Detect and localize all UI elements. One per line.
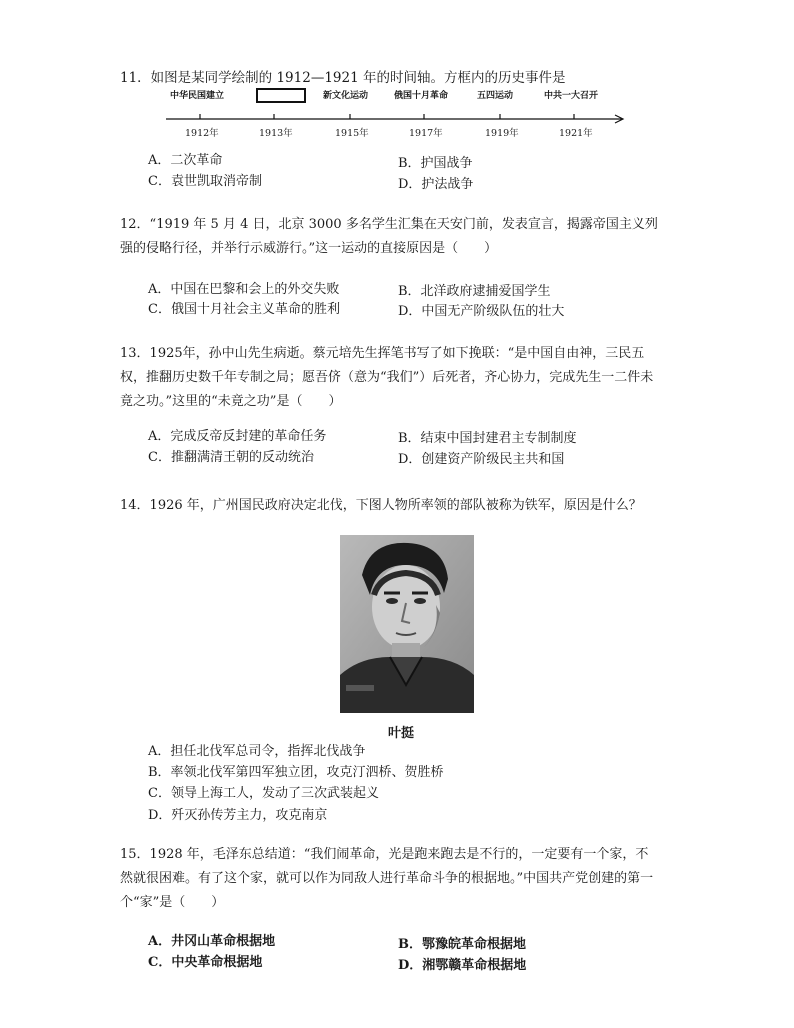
portrait-photo (340, 535, 474, 713)
timeline-event: 俄国十月革命 (394, 91, 449, 101)
q15-option-c: C．中央革命根据地 (148, 955, 263, 970)
timeline-event: 中华民国建立 (170, 91, 225, 101)
portrait-caption: 叶挺 (388, 726, 415, 741)
q11-option-a: A．二次革命 (148, 153, 223, 168)
timeline-event: 中共一大召开 (544, 91, 599, 101)
q13-option-a: A．完成反帝反封建的革命任务 (148, 429, 327, 444)
q14-option-d: D．歼灭孙传芳主力，攻克南京 (148, 808, 328, 823)
q15-stem: 15．1928 年，毛泽东总结道：“我们闹革命，光是跑来跑去是不行的，一定要有一个家，不然就很困难。有了这个家，就可以作为同敌人进行革命斗争的根据地。”中国共产党创建的第一个“家”是（ ） (120, 847, 654, 910)
q14-option-a: A．担任北伐军总司令，指挥北伐战争 (148, 744, 366, 759)
timeline-year: 1919年 (485, 128, 519, 139)
q12-stem: 12．“1919 年 5 月 4 日，北京 3000 多名学生汇集在天安门前，发表宣言，揭露帝国主义列强的侵略行径，并举行示威游行。”这一运动的直接原因是（ ） (120, 217, 658, 256)
timeline-year: 1913年 (259, 128, 293, 139)
q15-option-d: D．湘鄂赣革命根据地 (398, 958, 527, 973)
timeline-event: 新文化运动 (323, 91, 369, 101)
q11-option-b: B．护国战争 (398, 156, 473, 171)
q13-stem: 13．1925年，孙中山先生病逝。蔡元培先生挥笔书写了如下挽联：“是中国自由神，三民五权，推翻历史数千年专制之局；愿吾侪（意为“我们”）后死者，齐心协力，完成先生一二件未竟之功。”这里的“未竟之功”是（ ） (120, 346, 654, 409)
q12-option-a: A．中国在巴黎和会上的外交失败 (148, 282, 340, 297)
timeline-year: 1915年 (335, 128, 369, 139)
timeline-year: 1917年 (409, 128, 443, 139)
q13-option-b: B．结束中国封建君主专制制度 (398, 431, 577, 446)
timeline-axis (160, 112, 630, 126)
q13-option-c: C．推翻满清王朝的反动统治 (148, 450, 314, 465)
timeline-blank-box (256, 88, 306, 103)
q14-option-b: B．率领北伐军第四军独立团，攻克汀泗桥、贺胜桥 (148, 765, 444, 780)
q15-option-a: A．井冈山革命根据地 (148, 934, 276, 949)
q11-option-c: C．袁世凯取消帝制 (148, 174, 262, 189)
timeline-year: 1912年 (185, 128, 219, 139)
timeline (160, 88, 630, 144)
q12-option-c: C．俄国十月社会主义革命的胜利 (148, 302, 340, 317)
timeline-event: 五四运动 (477, 91, 514, 101)
q14-option-c: C．领导上海工人，发动了三次武装起义 (148, 786, 379, 801)
timeline-year: 1921年 (559, 128, 593, 139)
q11-stem: 11．如图是某同学绘制的 1912—1921 年的时间轴。方框内的历史事件是 (120, 70, 566, 86)
q15-option-b: B．鄂豫皖革命根据地 (398, 937, 526, 952)
q12-option-d: D．中国无产阶级队伍的壮大 (398, 304, 565, 319)
q12-option-b: B．北洋政府逮捕爱国学生 (398, 284, 551, 299)
q11-option-d: D．护法战争 (398, 177, 474, 192)
portrait-figure (340, 535, 474, 713)
q13-option-d: D．创建资产阶级民主共和国 (398, 452, 565, 467)
q14-stem: 14．1926 年，广州国民政府决定北伐，下图人物所率领的部队被称为铁军，原因是什么？ (120, 498, 642, 513)
